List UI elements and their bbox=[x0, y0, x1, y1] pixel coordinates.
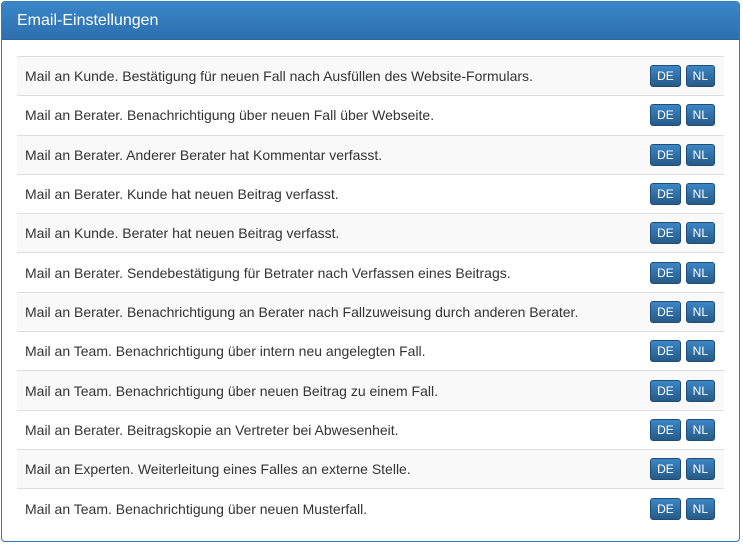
table-row bbox=[17, 253, 724, 292]
language-buttons bbox=[627, 96, 724, 135]
table-row bbox=[17, 57, 724, 96]
table-row bbox=[17, 96, 724, 135]
language-buttons bbox=[627, 57, 724, 96]
edit-de-button[interactable]: DE bbox=[650, 380, 681, 402]
table-row bbox=[17, 135, 724, 174]
edit-nl-button[interactable]: NL bbox=[686, 419, 715, 441]
edit-de-button[interactable]: DE bbox=[650, 340, 681, 362]
table-row bbox=[17, 174, 724, 213]
edit-nl-button[interactable]: NL bbox=[686, 104, 715, 126]
language-buttons bbox=[627, 489, 724, 528]
email-template-label: Mail an Berater. Beitragskopie an Vertreter bei Abwesenheit. bbox=[17, 410, 627, 449]
edit-de-button[interactable]: DE bbox=[650, 65, 681, 87]
email-template-label: Mail an Team. Benachrichtigung über neuen Beitrag zu einem Fall. bbox=[17, 371, 627, 410]
panel-title: Email-Einstellungen bbox=[2, 2, 739, 40]
table-row bbox=[17, 292, 724, 331]
edit-de-button[interactable]: DE bbox=[650, 498, 681, 520]
table-row bbox=[17, 489, 724, 528]
email-template-label: Mail an Team. Benachrichtigung über intern neu angelegten Fall. bbox=[17, 332, 627, 371]
email-template-label: Mail an Berater. Benachrichtigung über neuen Fall über Webseite. bbox=[17, 96, 627, 135]
email-template-label: Mail an Berater. Anderer Berater hat Kommentar verfasst. bbox=[17, 135, 627, 174]
email-settings-panel bbox=[1, 1, 740, 542]
edit-nl-button[interactable]: NL bbox=[686, 222, 715, 244]
language-buttons bbox=[627, 214, 724, 253]
table-row bbox=[17, 449, 724, 488]
table-row bbox=[17, 371, 724, 410]
table-row bbox=[17, 332, 724, 371]
language-buttons bbox=[627, 410, 724, 449]
edit-nl-button[interactable]: NL bbox=[686, 144, 715, 166]
email-template-label: Mail an Experten. Weiterleitung eines Falles an externe Stelle. bbox=[17, 449, 627, 488]
language-buttons bbox=[627, 449, 724, 488]
edit-nl-button[interactable]: NL bbox=[686, 183, 715, 205]
email-template-label: Mail an Kunde. Berater hat neuen Beitrag verfasst. bbox=[17, 214, 627, 253]
edit-nl-button[interactable]: NL bbox=[686, 340, 715, 362]
edit-de-button[interactable]: DE bbox=[650, 144, 681, 166]
language-buttons bbox=[627, 135, 724, 174]
email-template-table bbox=[17, 56, 724, 528]
edit-de-button[interactable]: DE bbox=[650, 262, 681, 284]
email-template-label: Mail an Berater. Benachrichtigung an Berater nach Fallzuweisung durch anderen Berater. bbox=[17, 292, 627, 331]
edit-de-button[interactable]: DE bbox=[650, 301, 681, 323]
edit-de-button[interactable]: DE bbox=[650, 104, 681, 126]
edit-de-button[interactable]: DE bbox=[650, 183, 681, 205]
panel-body bbox=[2, 40, 739, 528]
email-template-label: Mail an Team. Benachrichtigung über neuen Musterfall. bbox=[17, 489, 627, 528]
edit-de-button[interactable]: DE bbox=[650, 458, 681, 480]
edit-nl-button[interactable]: NL bbox=[686, 498, 715, 520]
language-buttons bbox=[627, 371, 724, 410]
table-row bbox=[17, 410, 724, 449]
email-template-label: Mail an Kunde. Bestätigung für neuen Fall nach Ausfüllen des Website-Formulars. bbox=[17, 57, 627, 96]
edit-de-button[interactable]: DE bbox=[650, 222, 681, 244]
edit-nl-button[interactable]: NL bbox=[686, 380, 715, 402]
edit-nl-button[interactable]: NL bbox=[686, 301, 715, 323]
language-buttons bbox=[627, 174, 724, 213]
edit-de-button[interactable]: DE bbox=[650, 419, 681, 441]
edit-nl-button[interactable]: NL bbox=[686, 65, 715, 87]
edit-nl-button[interactable]: NL bbox=[686, 458, 715, 480]
language-buttons bbox=[627, 253, 724, 292]
edit-nl-button[interactable]: NL bbox=[686, 262, 715, 284]
email-template-label: Mail an Berater. Kunde hat neuen Beitrag verfasst. bbox=[17, 174, 627, 213]
language-buttons bbox=[627, 292, 724, 331]
email-template-label: Mail an Berater. Sendebestätigung für Betrater nach Verfassen eines Beitrags. bbox=[17, 253, 627, 292]
language-buttons bbox=[627, 332, 724, 371]
table-row bbox=[17, 214, 724, 253]
